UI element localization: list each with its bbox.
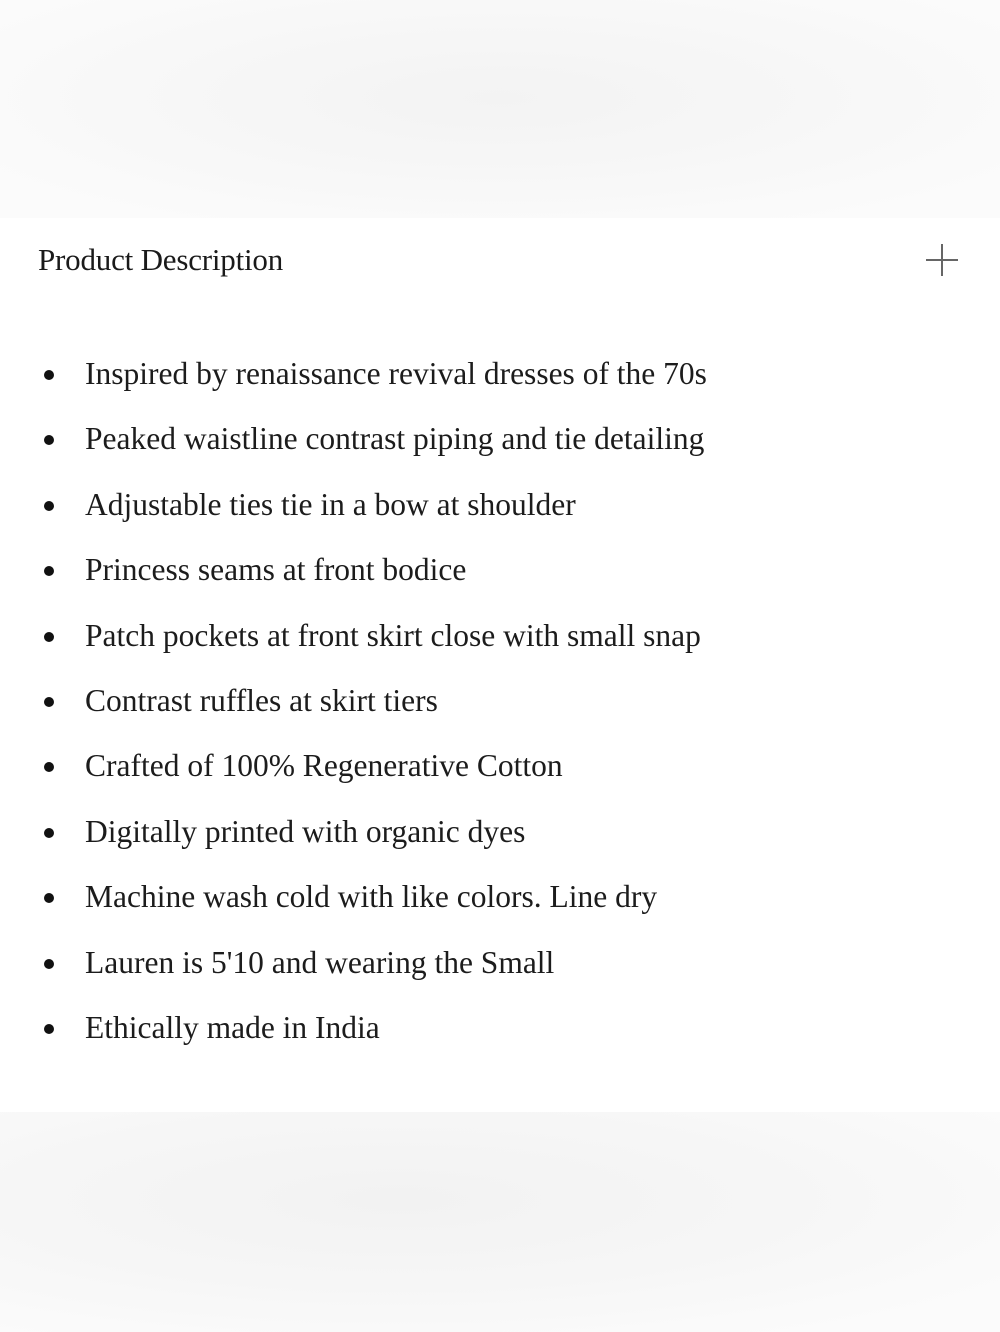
bullet-icon	[44, 501, 54, 511]
list-item-text: Lauren is 5'10 and wearing the Small	[85, 944, 555, 980]
list-item-text: Contrast ruffles at skirt tiers	[85, 682, 438, 718]
bullet-icon	[44, 959, 54, 969]
bullet-icon	[44, 828, 54, 838]
list-item	[38, 673, 938, 738]
description-list	[38, 346, 938, 1065]
list-item	[38, 477, 938, 542]
bullet-icon	[44, 370, 54, 380]
list-item-text: Patch pockets at front skirt close with small snap	[85, 617, 701, 653]
bullet-icon	[44, 632, 54, 642]
top-background-area	[0, 0, 1000, 218]
bottom-background-area	[0, 1112, 1000, 1332]
section-title: Product Description	[38, 242, 284, 277]
list-item	[38, 804, 938, 869]
list-item-text: Princess seams at front bodice	[85, 552, 467, 588]
product-description-panel	[0, 218, 1000, 1112]
list-item-text: Inspired by renaissance revival dresses of the 70s	[85, 356, 707, 391]
bullet-icon	[44, 697, 54, 707]
bullet-icon	[44, 893, 54, 903]
plus-icon[interactable]	[922, 240, 962, 280]
list-item-text: Adjustable ties tie in a bow at shoulder	[85, 486, 576, 522]
list-item	[38, 542, 938, 607]
list-item	[38, 935, 938, 1000]
plus-icon-vertical-bar	[941, 244, 943, 276]
list-item	[38, 738, 938, 803]
list-item	[38, 608, 938, 673]
list-item-text: Crafted of 100% Regenerative Cotton	[85, 748, 563, 784]
list-item-text: Digitally printed with organic dyes	[85, 813, 526, 849]
bullet-icon	[44, 1024, 54, 1034]
list-item-text: Ethically made in India	[85, 1009, 380, 1045]
accordion-header[interactable]	[38, 240, 962, 280]
bullet-icon	[44, 435, 54, 445]
bullet-icon	[44, 566, 54, 576]
list-item-text: Peaked waistline contrast piping and tie detailing	[85, 421, 705, 457]
list-item	[38, 869, 938, 934]
list-item	[38, 411, 938, 476]
bullet-icon	[44, 762, 54, 772]
list-item-text: Machine wash cold with like colors. Line dry	[85, 879, 658, 915]
list-item	[38, 1000, 938, 1065]
list-item	[38, 346, 938, 411]
